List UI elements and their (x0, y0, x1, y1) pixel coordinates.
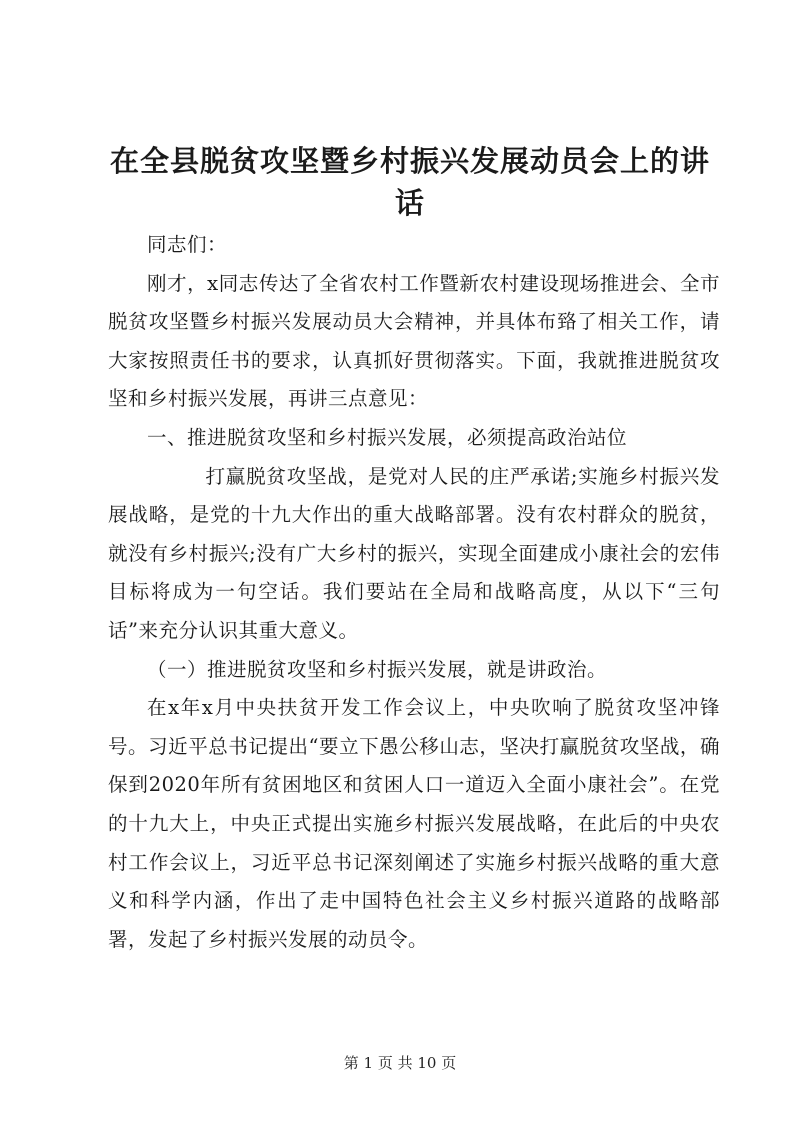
paragraph-subsection-1: 在x年x月中央扶贫开发工作会议上，中央吹响了脱贫攻坚冲锋号。习近平总书记提出“要立下愚公移山志，坚决打赢脱贫攻坚战，确保到2020年所有贫困地区和贫困人口一道迈入全面小康社会”。在党的十九大上，中央正式提出实施乡村振兴发展战略，在此后的中央农村工作会议上，习近平总书记深刻阐述了实施乡村振兴战略的重大意义和科学内涵，作出了走中国特色社会主义乡村振兴道路的战略部署，发起了乡村振兴发展的动员令。 (108, 696, 720, 951)
section-heading-1: 一、推进脱贫攻坚和乡村振兴发展，必须提高政治站位 (147, 425, 628, 449)
greeting: 同志们： (147, 233, 228, 256)
document-body (108, 226, 720, 959)
document-title: 在全县脱贫攻坚暨乡村振兴发展动员会上的讲话 (109, 144, 710, 220)
subsection-heading-1: （一）推进脱贫攻坚和乡村振兴发展，就是讲政治。 (147, 657, 608, 681)
page-footer: 第 1 页 共 10 页 (343, 1054, 457, 1072)
paragraph-intro: 刚才，x同志传达了全省农村工作暨新农村建设现场推进会、全市脱贫攻坚暨乡村振兴发展动员大会精神，并具体布臵了相关工作，请大家按照责任书的要求，认真抓好贯彻落实。下面，我就推进脱贫攻坚和乡村振兴发展，再讲三点意见： (108, 271, 720, 411)
paragraph-section-1: 打赢脱贫攻坚战，是党对人民的庄严承诺;实施乡村振兴发展战略，是党的十九大作出的重大战略部署。没有农村群众的脱贫，就没有乡村振兴;没有广大乡村的振兴，实现全面建成小康社会的宏伟目标将成为一句空话。我们要站在全局和战略高度，从以下“三句话”来充分认识其重大意义。 (108, 464, 720, 642)
